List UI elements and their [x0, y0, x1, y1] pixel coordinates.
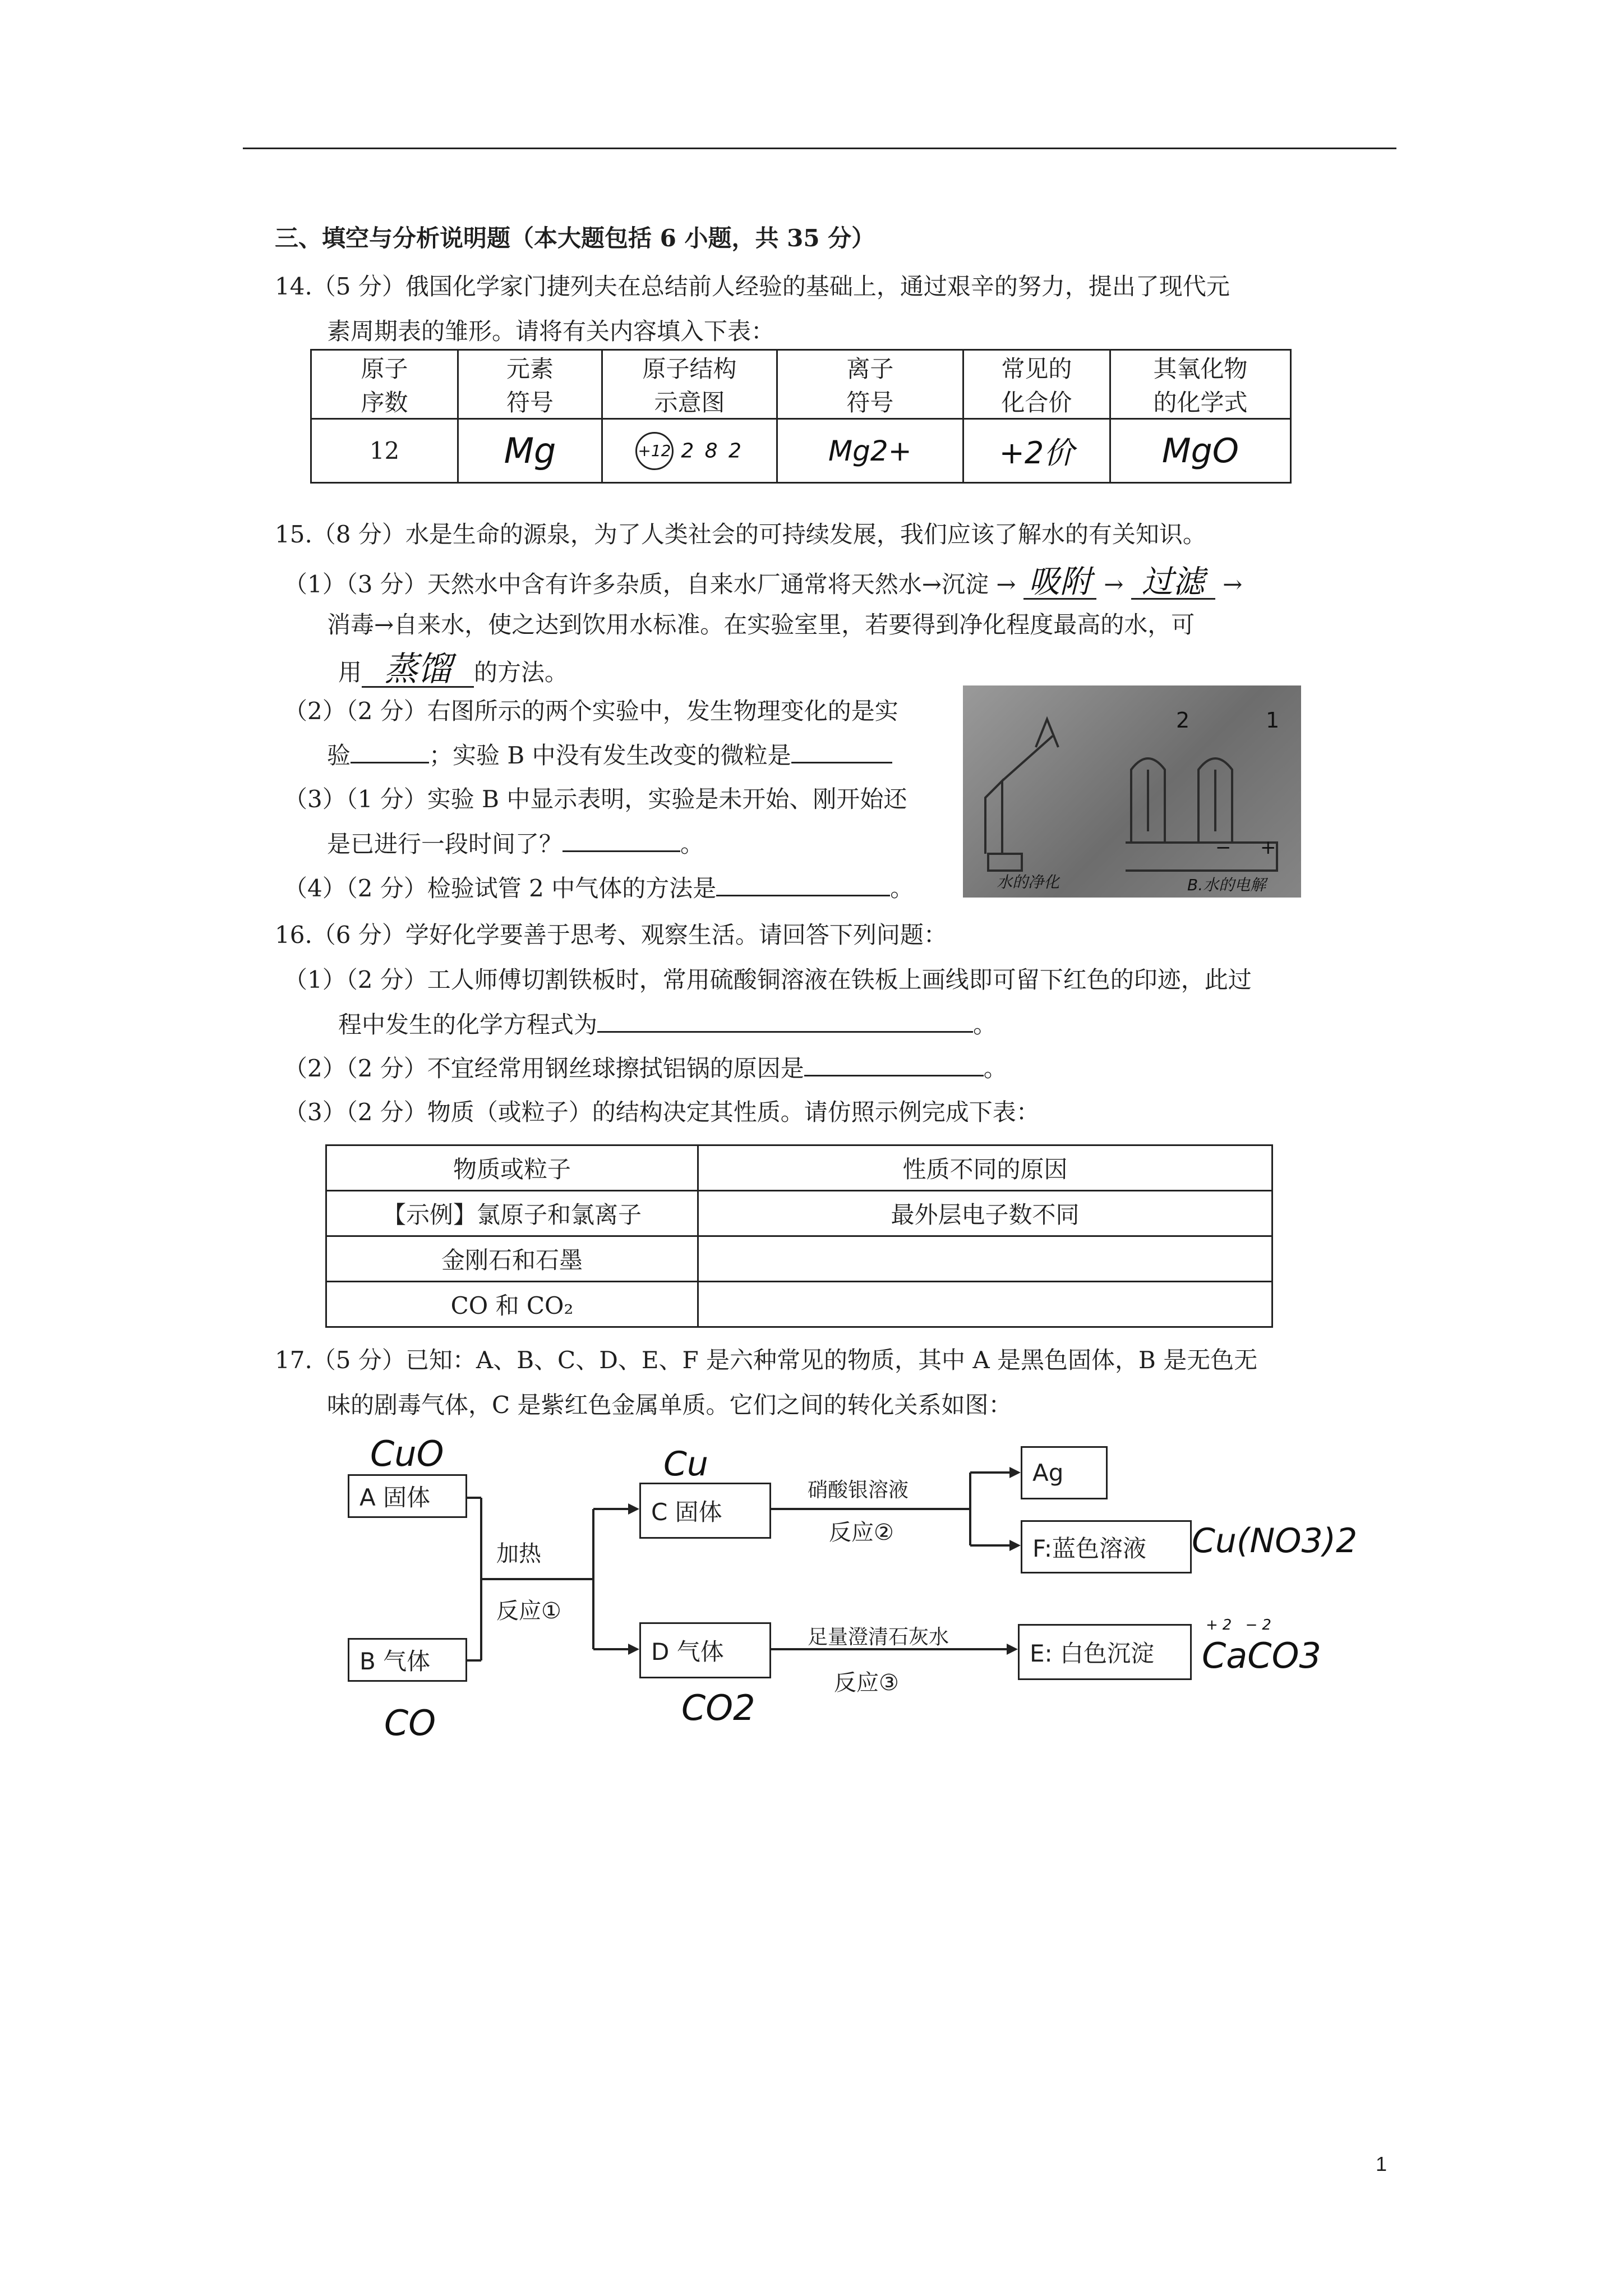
- q15-p1-text: （1）（3 分）天然水中含有许多杂质，自来水厂通常将天然水→沉淀 →: [284, 570, 1016, 598]
- label-reaction-1: 反应①: [496, 1598, 561, 1624]
- q15-p1-pre: 用: [338, 659, 362, 686]
- box-ag: Ag: [1021, 1446, 1108, 1499]
- label-silver-nitrate: 硝酸银溶液: [808, 1479, 909, 1502]
- q15-answer-filter: 过滤: [1131, 567, 1215, 600]
- photo-label-a: 水的净化: [997, 873, 1060, 891]
- q14-header-ion: 离子 符号: [777, 350, 963, 419]
- photo-tube-1-label: 1: [1266, 708, 1280, 733]
- hw-b-co: CO: [384, 1703, 436, 1743]
- q14-header-valence: 常见的 化合价: [963, 350, 1110, 419]
- hw-e-valence: +2 −2: [1206, 1617, 1276, 1634]
- q15-p2-mid: ；实验 B 中没有发生改变的微粒是: [429, 742, 791, 769]
- q15-answer-adsorb: 吸附: [1023, 567, 1096, 600]
- q15-arrow: →: [1104, 570, 1124, 598]
- box-d-gas: D 气体: [639, 1622, 771, 1678]
- q17-line2: 味的剧毒气体，C 是紫红色金属单质。它们之间的转化关系如图：: [327, 1391, 1012, 1419]
- nucleus-circle: +12: [635, 432, 674, 470]
- q14-header-structure: 原子结构 示意图: [602, 350, 777, 419]
- q15-p4-end: 。: [890, 875, 914, 902]
- box-b-gas: B 气体: [348, 1638, 467, 1682]
- q14-header-number: 原子 序数: [311, 350, 458, 419]
- box-a-solid: A 固体: [348, 1474, 467, 1518]
- q16-header-reason: 性质不同的原因: [698, 1145, 1272, 1191]
- electron-shells: 2 8 2: [681, 439, 744, 462]
- label-heat: 加热: [496, 1541, 541, 1567]
- q15-p1-line2: 消毒→自来水，使之达到饮用水标准。在实验室里，若要得到净化程度最高的水，可: [327, 611, 1195, 638]
- q14-header-oxide: 其氧化物 的化学式: [1110, 350, 1290, 419]
- box-c-solid: C 固体: [639, 1483, 771, 1539]
- q17-line1: 17.（5 分）已知：A、B、C、D、E、F 是六种常见的物质，其中 A 是黑色固体，B 是无色无: [275, 1346, 1258, 1374]
- photo-label-b: B.水的电解: [1187, 876, 1266, 894]
- hw-d-co2: CO2: [681, 1687, 755, 1728]
- box-f-blue-solution: F:蓝色溶液: [1021, 1520, 1192, 1573]
- q15-p2-line1: （2）（2 分）右图所示的两个实验中，发生物理变化的是实: [284, 697, 898, 725]
- label-reaction-2: 反应②: [829, 1520, 894, 1545]
- q16-p3: （3）（2 分）物质（或粒子）的结构决定其性质。请仿照示例完成下表：: [284, 1098, 1040, 1126]
- q16-p1-pre: 程中发生的化学方程式为: [338, 1011, 598, 1038]
- hw-e-caco3: CaCO3: [1202, 1635, 1321, 1676]
- photo-minus-sign: −: [1215, 836, 1232, 859]
- label-reaction-3: 反应③: [834, 1670, 899, 1696]
- hw-a-cuo: CuO: [370, 1433, 444, 1474]
- q14-line1: 14.（5 分）俄国化学家门捷列夫在总结前人经验的基础上，通过艰辛的努力，提出了现代元: [275, 273, 1230, 300]
- q14-cell-ion: Mg2+: [777, 419, 963, 483]
- q16-row-example-reason: 最外层电子数不同: [698, 1191, 1272, 1236]
- q15-p4-text: （4）（2 分）检验试管 2 中气体的方法是: [284, 875, 717, 902]
- photo-tube-2-label: 2: [1176, 708, 1190, 733]
- q15-p2-pre: 验: [327, 742, 351, 769]
- q15-arrow2: →: [1223, 570, 1243, 598]
- q14-cell-symbol: Mg: [458, 419, 602, 483]
- q14-cell-number: 12: [311, 419, 458, 483]
- q16-p2-end: 。: [983, 1055, 1007, 1082]
- page-number: 1: [1376, 2152, 1387, 2175]
- q16-p2-text: （2）（2 分）不宜经常用钢丝球擦拭铝锅的原因是: [284, 1055, 804, 1082]
- q15-p1-post: 的方法。: [474, 659, 569, 686]
- q16-row-diamond-substance: 金刚石和石墨: [326, 1236, 698, 1282]
- q16-p1-end: 。: [973, 1011, 997, 1038]
- hw-c-cu: Cu: [663, 1444, 708, 1484]
- q15-p3-line1: （3）（1 分）实验 B 中显示表明，实验是未开始、刚开始还: [284, 785, 907, 813]
- q14-line2: 素周期表的雏形。请将有关内容填入下表：: [327, 318, 775, 345]
- q16-row-example-substance: 【示例】氯原子和氯离子: [326, 1191, 698, 1236]
- q14-cell-oxide: MgO: [1110, 419, 1290, 483]
- section-title: 三、填空与分析说明题（本大题包括 6 小题，共 35 分）: [275, 224, 875, 252]
- q16-p1-line1: （1）（2 分）工人师傅切割铁板时，常用硫酸铜溶液在铁板上画线即可留下红色的印迹，此过: [284, 966, 1252, 993]
- q15-answer-distill: 蒸馏: [362, 652, 474, 688]
- q15-p3-pre: 是已进行一段时间了？: [327, 830, 563, 858]
- q15-p3-end: 。: [680, 830, 704, 858]
- q16-row-co-substance: CO 和 CO₂: [326, 1282, 698, 1327]
- q15-intro: 15.（8 分）水是生命的源泉，为了人类社会的可持续发展，我们应该了解水的有关知识。: [275, 521, 1206, 548]
- q16-intro: 16.（6 分）学好化学要善于思考、观察生活。请回答下列问题：: [275, 921, 947, 949]
- q16-header-substance: 物质或粒子: [326, 1145, 698, 1191]
- photo-plus-sign: +: [1260, 836, 1276, 859]
- hw-f-cu-no3-2: Cu(NO3)2: [1192, 1521, 1358, 1561]
- q14-cell-valence: +2价: [963, 419, 1110, 483]
- box-e-white-precipitate: E: 白色沉淀: [1018, 1624, 1192, 1680]
- label-limewater: 足量澄清石灰水: [808, 1626, 949, 1649]
- q14-header-symbol: 元素 符号: [458, 350, 602, 419]
